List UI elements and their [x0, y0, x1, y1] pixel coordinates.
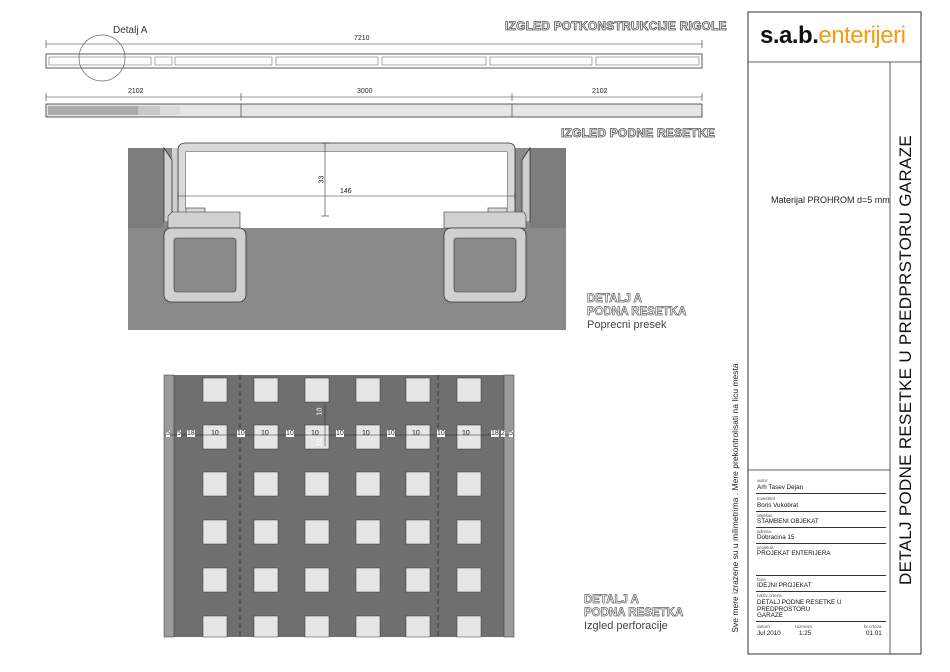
perf-dim: 5 — [509, 430, 513, 437]
perf-dim: 2 — [501, 430, 505, 437]
logo-bold: s.a.b. — [760, 22, 819, 49]
perf-dim: 10 — [286, 430, 294, 437]
perforation-hole — [203, 568, 227, 592]
perforation-hole — [203, 472, 227, 496]
perf-dim: 5 — [166, 430, 170, 437]
perforation-hole — [457, 472, 481, 496]
perforation-hole — [457, 520, 481, 544]
perforation-hole — [356, 568, 380, 592]
perforation-hole — [203, 378, 227, 402]
perforation-hole — [305, 378, 329, 402]
perforation-hole — [356, 472, 380, 496]
grate-dimension-left: 2102 — [128, 88, 144, 95]
perf-label-line-1: DETALJ A — [584, 594, 639, 606]
perforation-hole — [203, 616, 227, 637]
perforation-hole — [254, 472, 278, 496]
razmera-label: razmera — [795, 624, 812, 629]
drawing-title: DETALJ PODNE RESETKE U PREDPRSTORU GARAZE — [896, 135, 915, 585]
section-detail-label — [587, 293, 686, 331]
perforation-hole — [406, 568, 430, 592]
perforation-hole — [254, 568, 278, 592]
perf-dim: 10 — [387, 430, 395, 437]
perforation-hole — [305, 520, 329, 544]
section-label-line-3: Poprecni presek — [587, 319, 667, 331]
perf-dim: 10 — [261, 430, 269, 437]
section-label-line-2: PODNA RESETKA — [587, 306, 687, 318]
perforation-hole — [457, 568, 481, 592]
grate-dimension-middle: 3000 — [357, 88, 373, 95]
perforation-detail-label — [584, 594, 683, 632]
grate-dimension-right: 2102 — [592, 88, 608, 95]
perf-dim: 18 — [491, 430, 499, 437]
perforation-hole — [305, 616, 329, 637]
naziv-value: DETALJ PODNE RESETKE U PREDPROSTORU — [757, 599, 842, 613]
logo-light: enterijeri — [818, 22, 906, 49]
detail-a-label: Detalj A — [113, 25, 148, 36]
perf-vertical-dim-1: 10 — [316, 407, 324, 416]
section-height-dimension: 33 — [318, 175, 326, 184]
perforation-hole — [457, 378, 481, 402]
perforation-hole — [203, 520, 227, 544]
perf-dim: 10 — [412, 430, 420, 437]
razmera-value: 1:25 — [799, 630, 812, 637]
perf-dim: 10 — [311, 430, 319, 437]
datum-label: datum — [757, 624, 770, 629]
perf-dim: 10 — [336, 430, 344, 437]
perf-dim: 18 — [187, 430, 195, 437]
autor-value: Arh Tasev Dejan — [757, 484, 804, 491]
faza-label: faza — [757, 577, 766, 582]
perforation-hole — [254, 378, 278, 402]
autor-label: autor — [757, 478, 768, 483]
overall-dimension: 7210 — [354, 35, 370, 42]
perforation-hole — [406, 616, 430, 637]
perf-dim: 10 — [437, 430, 445, 437]
perforation-hole — [356, 378, 380, 402]
section-label-line-1: DETALJ A — [587, 293, 642, 305]
substructure-title: IZGLED POTKONSTRUKCIJE RIGOLE — [505, 19, 727, 33]
company-logo — [760, 22, 905, 50]
perforation-hole — [356, 520, 380, 544]
adresa-label: adresa — [757, 529, 772, 534]
perforation-hole — [305, 472, 329, 496]
perf-label-line-2: PODNA RESETKA — [584, 607, 684, 619]
perforation-hole — [254, 616, 278, 637]
title-block-fields — [756, 478, 886, 646]
perf-dim: 10 — [211, 430, 219, 437]
measurement-note: Sve mere izrazene su u milimetrima . Mere prekontrolisati na licu mesta — [730, 363, 740, 633]
br-value: 01.01 — [866, 630, 882, 637]
perf-label-line-3: Izgled perforacije — [584, 620, 668, 632]
perforation-hole — [254, 520, 278, 544]
section-width-dimension: 146 — [340, 188, 352, 195]
material-note: Materijal PROHROM d=5 mm — [771, 195, 890, 205]
objekat-value: STAMBENI OBJEKAT — [757, 518, 819, 525]
perforation-hole — [457, 616, 481, 637]
perforation-hole — [356, 616, 380, 637]
faza-value: IDEJNI PROJEKAT — [757, 582, 812, 589]
perforation-hole — [406, 378, 430, 402]
investitor-value: Boris Vukobrat — [757, 502, 799, 509]
perforation-hole — [406, 520, 430, 544]
perforation-dimension-row — [164, 430, 514, 440]
adresa-value: Dobracina 15 — [757, 534, 795, 541]
projekat-value: PROJEKAT ENTERIJERA — [757, 550, 831, 557]
perf-vertical-dim-2: 10 — [316, 438, 324, 447]
datum-value: Jul 2010 — [757, 630, 781, 637]
objekat-label: objekat — [757, 513, 772, 518]
perforation-hole — [305, 568, 329, 592]
projekat-label: projekat — [757, 545, 774, 550]
grate-title: IZGLED PODNE RESETKE — [561, 126, 716, 140]
perf-dim: 10 — [362, 430, 370, 437]
br-label: br.crteza — [864, 624, 882, 629]
perforation-hole — [406, 472, 430, 496]
perf-dim: 10 — [237, 430, 245, 437]
naziv-label: naziv crteza — [757, 593, 782, 598]
investitor-label: investitor — [757, 496, 776, 501]
garaze-value: GARAZE — [757, 612, 783, 619]
perf-dim: 5 — [177, 430, 181, 437]
perf-dim: 10 — [462, 430, 470, 437]
